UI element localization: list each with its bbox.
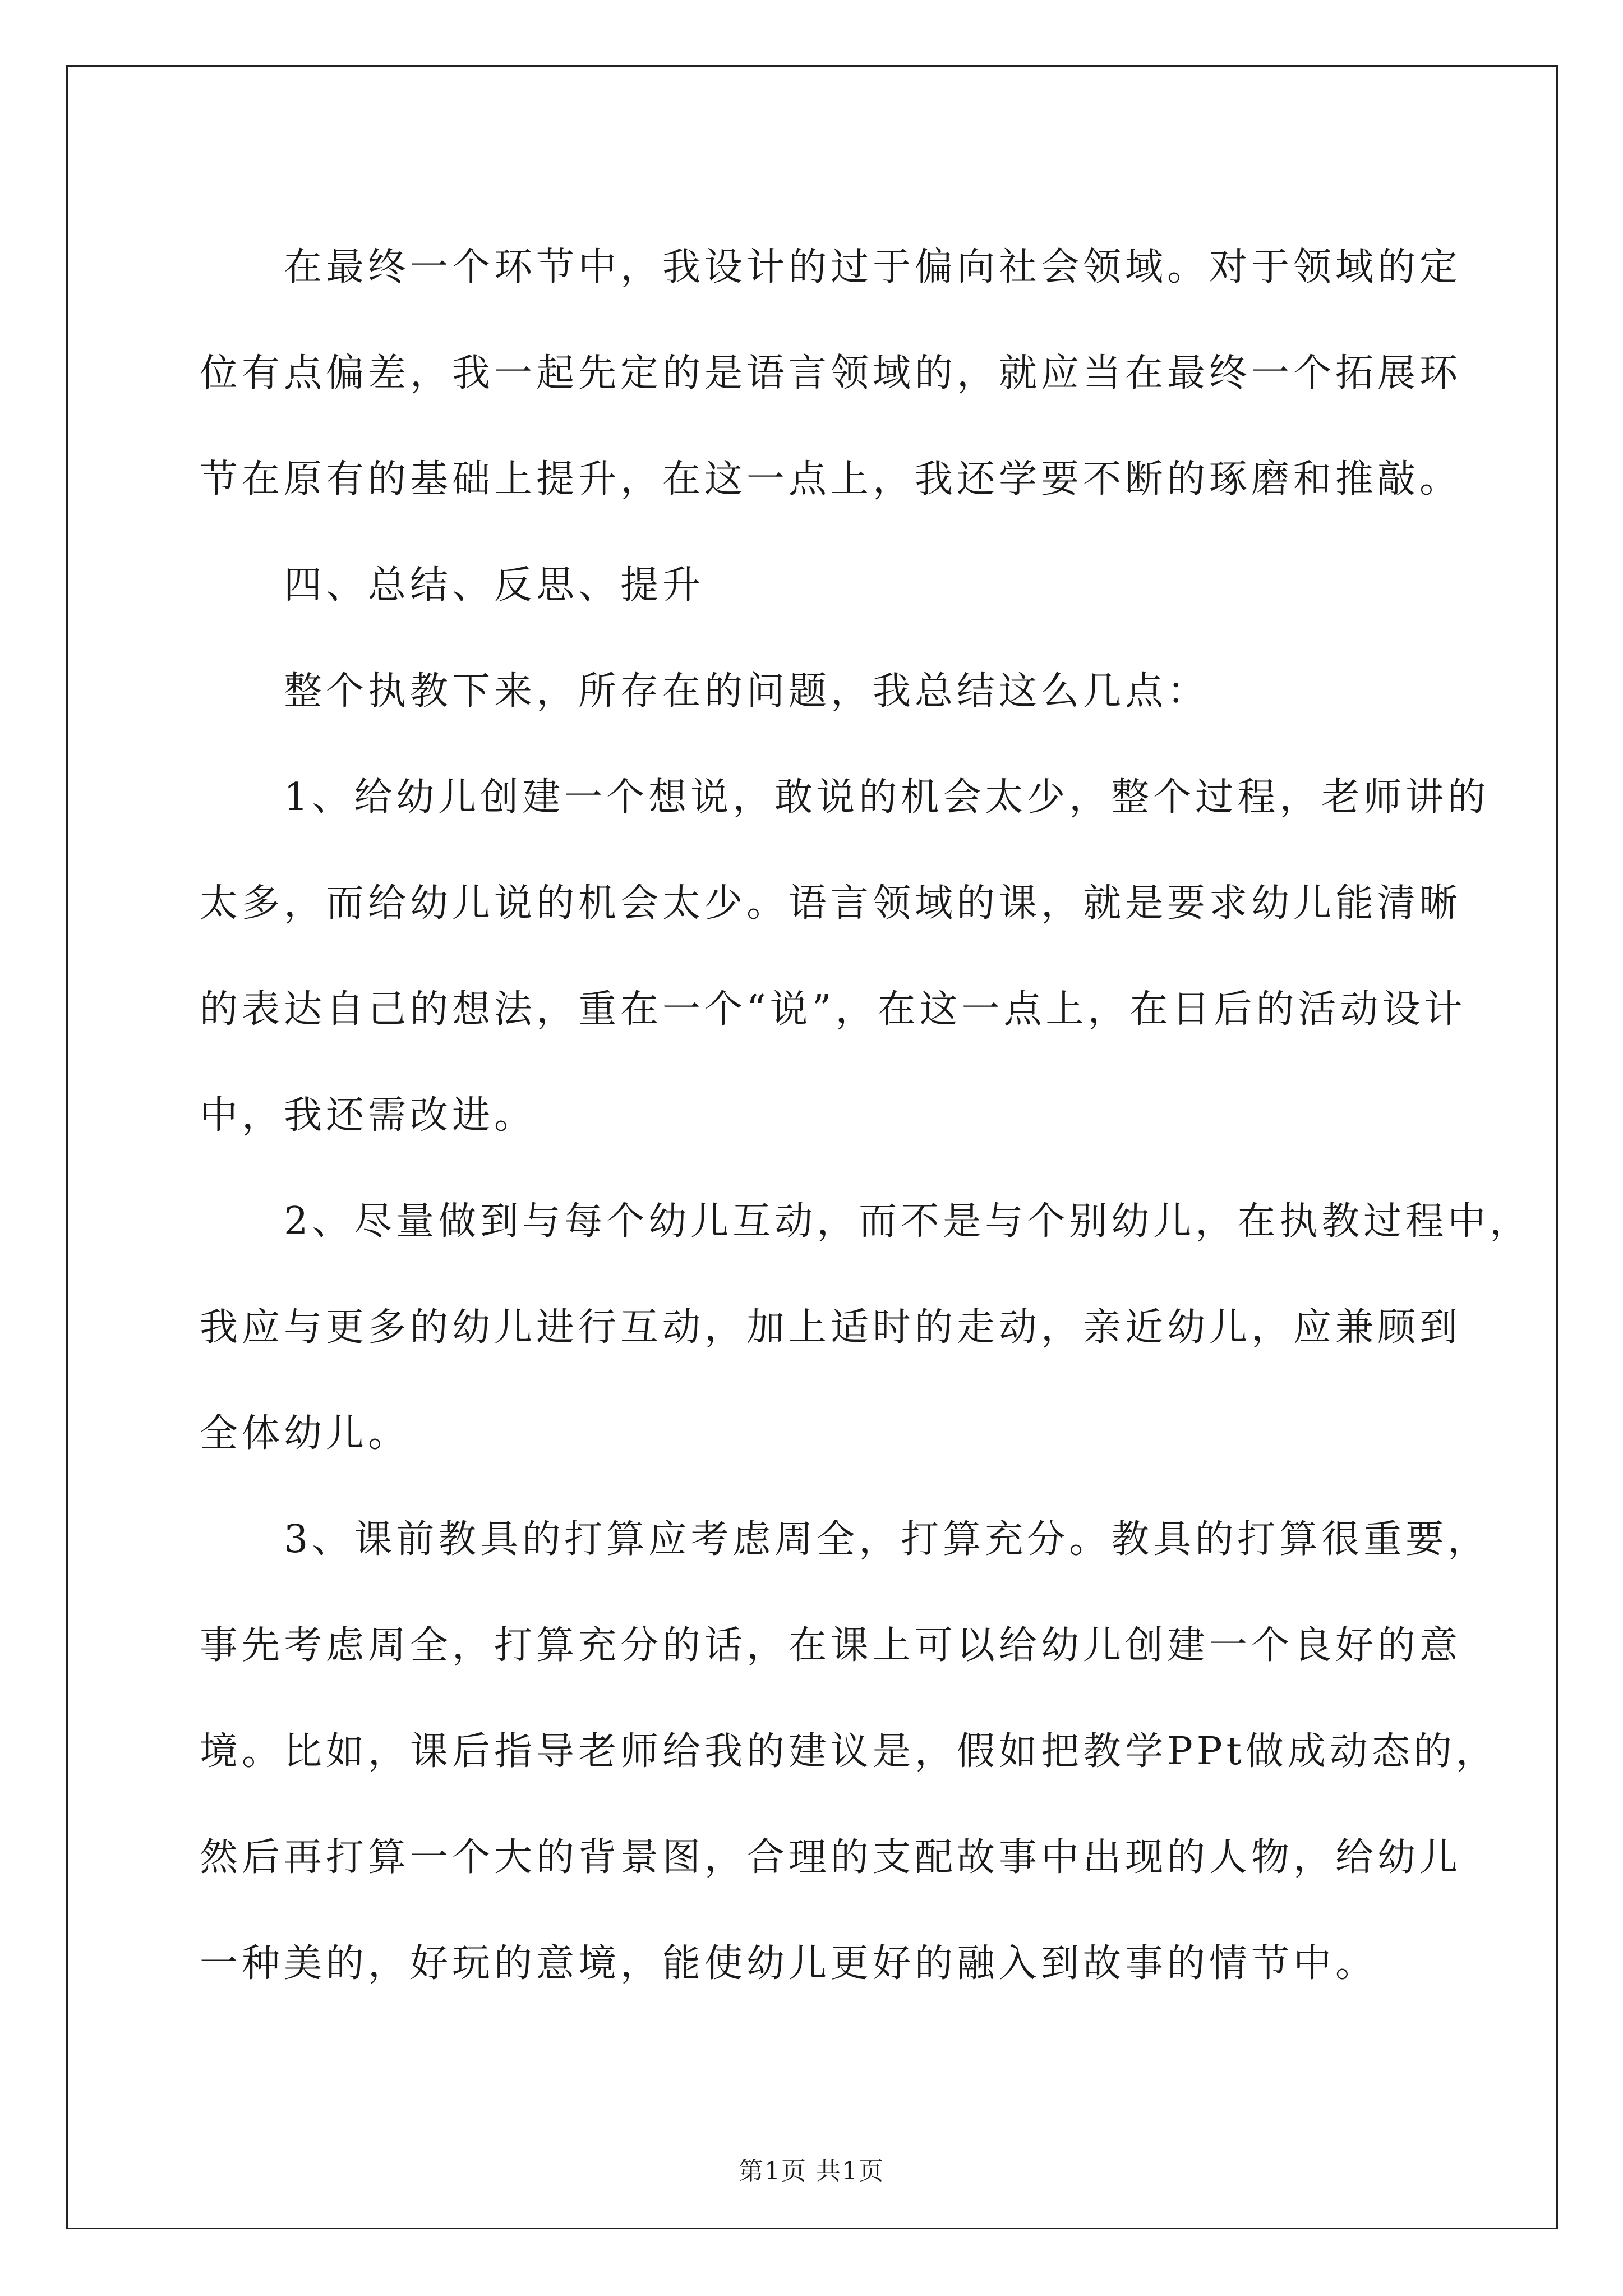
text-line: 的表达自己的想法，重在一个“说”，在这一点上，在日后的活动设计 (200, 987, 1467, 1032)
paragraph-3 (200, 638, 1433, 744)
text-line: 太多，而给幼儿说的机会太少。语言领域的课，就是要求幼儿能清晰 (200, 881, 1462, 926)
text-line: 一种美的，好玩的意境，能使幼儿更好的融入到故事的情节中。 (200, 1941, 1378, 1986)
text-line: 节在原有的基础上提升，在这一点上，我还学要不断的琢磨和推敲。 (200, 457, 1462, 501)
page-footer: 第1页 共1页 (739, 2157, 884, 2185)
text-line: 3、课前教具的打算应考虑周全，打算充分。教具的打算很重要， (284, 1517, 1490, 1562)
text-line: 整个执教下来，所存在的问题，我总结这么几点： (284, 669, 1210, 714)
text-line: 在最终一个环节中，我设计的过于偏向社会领域。对于领域的定 (284, 245, 1462, 289)
text-line: 事先考虑周全，打算充分的话，在课上可以给幼儿创建一个良好的意 (200, 1623, 1462, 1668)
text-line: 1、给幼儿创建一个想说，敢说的机会太少，整个过程，老师讲的 (284, 775, 1490, 820)
list-item-1 (200, 744, 1490, 1168)
text-line: 四、总结、反思、提升 (284, 563, 705, 608)
text-line: 位有点偏差，我一起先定的是语言领域的，就应当在最终一个拓展环 (200, 351, 1462, 395)
text-line: 全体幼儿。 (200, 1411, 411, 1456)
section-heading (200, 532, 1433, 638)
paragraph-1 (200, 214, 1462, 532)
text-line: 然后再打算一个大的背景图，合理的支配故事中出现的人物，给幼儿 (200, 1835, 1462, 1880)
list-item-2 (200, 1168, 1532, 1487)
document-body (200, 214, 1532, 2017)
text-line: 2、尽量做到与每个幼儿互动，而不是与个别幼儿，在执教过程中， (284, 1199, 1532, 1244)
text-line: 境。比如，课后指导老师给我的建议是，假如把教学PPt做成动态的， (200, 1729, 1498, 1774)
text-line: 我应与更多的幼儿进行互动，加上适时的走动，亲近幼儿，应兼顾到 (200, 1305, 1462, 1350)
text-line: 中，我还需改进。 (200, 1093, 537, 1138)
list-item-3 (200, 1487, 1498, 2017)
